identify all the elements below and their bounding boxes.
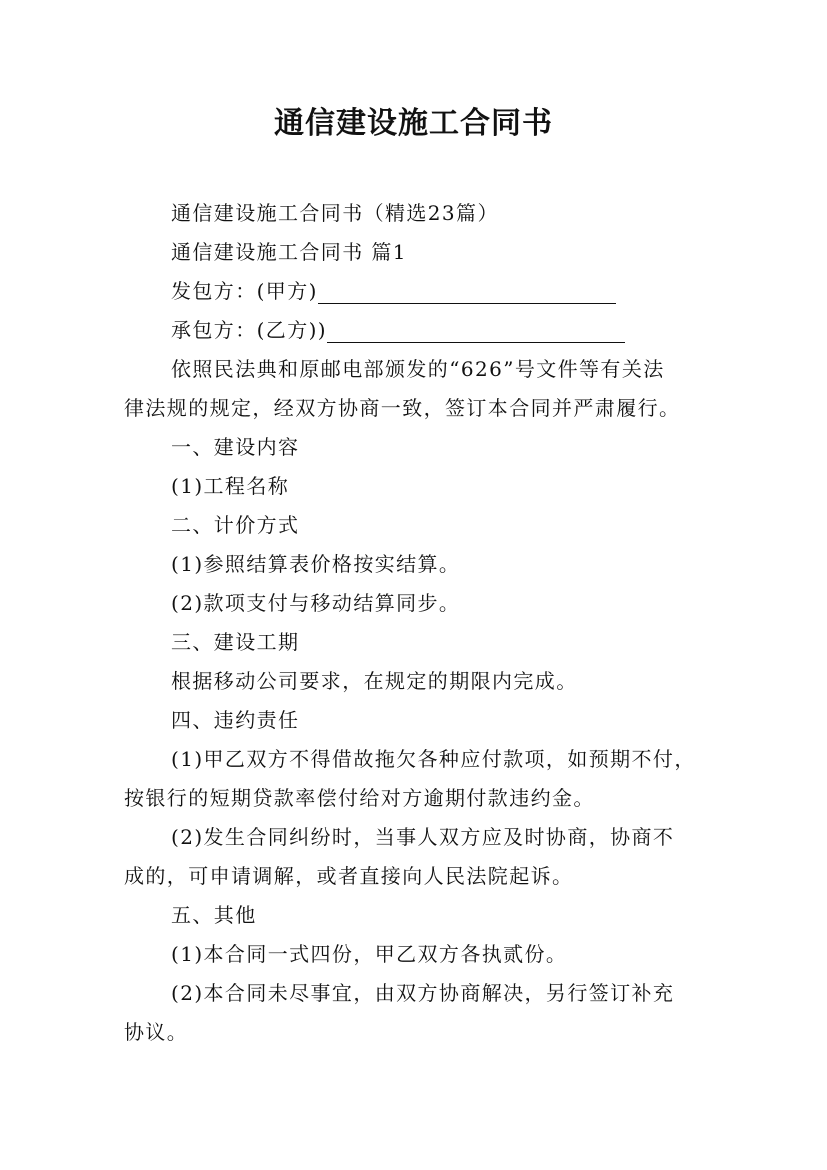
section-4-item-2-line-1: (2)发生合同纠纷时，当事人双方应及时协商，协商不 (171, 825, 675, 849)
section-2-item-2: (2)款项支付与移动结算同步。 (171, 591, 461, 615)
section-4-item-1-line-2: 按银行的短期贷款率偿付给对方逾期付款违约金。 (124, 786, 595, 810)
chapter-heading: 通信建设施工合同书 篇1 (171, 240, 407, 264)
section-3-text: 根据移动公司要求，在规定的期限内完成。 (171, 669, 578, 693)
section-2-item-1: (1)参照结算表价格按实结算。 (171, 552, 461, 576)
intro-paragraph-line-1: 依照民法典和原邮电部颁发的“626”号文件等有关法 (171, 357, 665, 381)
document-title: 通信建设施工合同书 (274, 106, 553, 141)
section-3-heading: 三、建设工期 (171, 630, 300, 654)
section-5-item-2-line-2: 协议。 (124, 1020, 189, 1044)
section-1-item-1: (1)工程名称 (171, 474, 290, 498)
party-b-blank-line (327, 318, 625, 343)
party-b-label: 承包方：(乙方)) (171, 318, 328, 342)
section-5-item-1: (1)本合同一式四份，甲乙双方各执贰份。 (171, 942, 568, 966)
subtitle-paragraph: 通信建设施工合同书（精选23篇） (171, 201, 499, 225)
section-1-heading: 一、建设内容 (171, 435, 300, 459)
party-a-line (124, 272, 716, 311)
document-body (124, 194, 716, 1052)
section-2-heading: 二、计价方式 (171, 513, 300, 537)
section-4-item-1-line-1: (1)甲乙双方不得借故拖欠各种应付款项，如预期不付， (171, 747, 696, 771)
section-4-heading: 四、违约责任 (171, 708, 300, 732)
section-5-item-2-line-1: (2)本合同未尽事宜，由双方协商解决，另行签订补充 (171, 981, 675, 1005)
party-b-line (124, 311, 716, 350)
party-a-label: 发包方：(甲方) (171, 279, 318, 303)
intro-paragraph-line-2: 律法规的规定，经双方协商一致，签订本合同并严肃履行。 (124, 396, 681, 420)
section-5-heading: 五、其他 (171, 903, 257, 927)
section-4-item-2-line-2: 成的，可申请调解，或者直接向人民法院起诉。 (124, 864, 574, 888)
party-a-blank-line (318, 279, 616, 304)
